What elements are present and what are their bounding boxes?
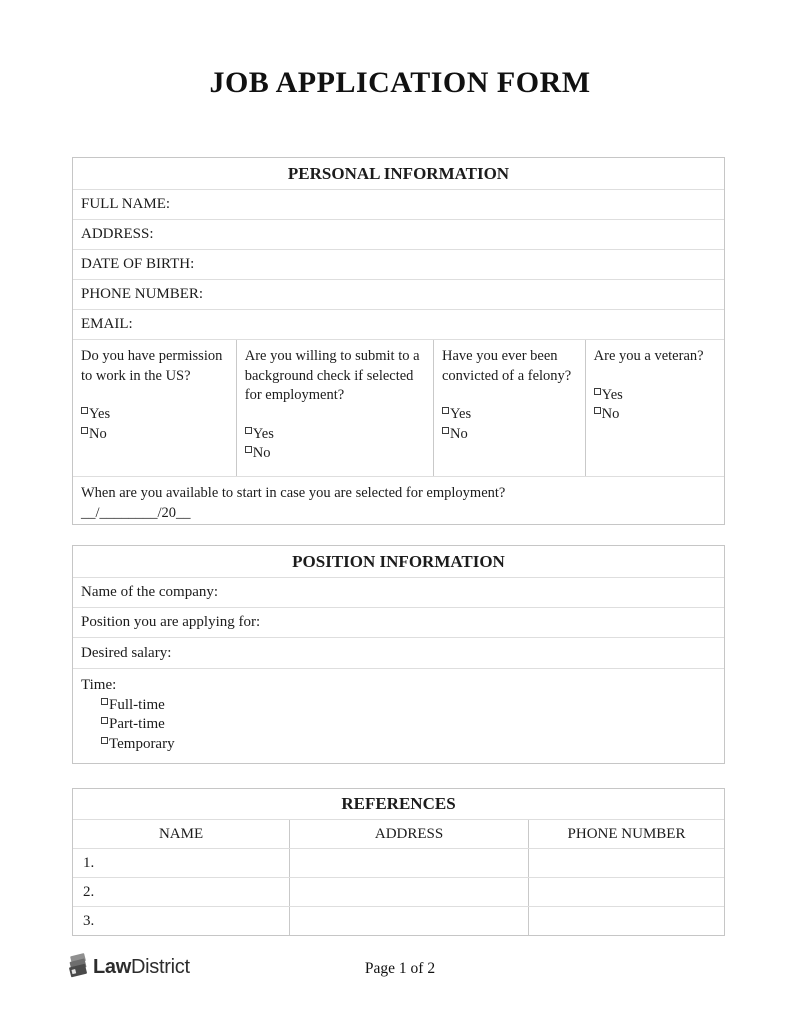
- checkbox-icon[interactable]: [245, 446, 252, 453]
- position-applying-field[interactable]: [73, 607, 724, 637]
- full-name-label: FULL NAME:: [81, 196, 171, 212]
- desired-salary-label: Desired salary:: [81, 644, 172, 661]
- option-label: No: [601, 406, 620, 422]
- checkbox-icon[interactable]: [594, 388, 601, 395]
- time-label: Time:: [81, 677, 117, 693]
- availability-row[interactable]: [73, 476, 724, 524]
- availability-question: When are you available to start in case you are selected for employment?: [81, 485, 506, 501]
- page-title: JOB APPLICATION FORM: [209, 66, 591, 99]
- position-information-section: [72, 545, 725, 764]
- personal-information-header: PERSONAL INFORMATION: [287, 163, 510, 183]
- veteran-question: Are you a veteran?: [593, 348, 704, 364]
- address-column-header: ADDRESS: [289, 820, 528, 848]
- temporary-option[interactable]: [101, 735, 716, 755]
- email-label: EMAIL:: [81, 316, 133, 332]
- references-section: [72, 788, 725, 936]
- option-label: No: [252, 445, 271, 461]
- date-of-birth-label: DATE OF BIRTH:: [81, 256, 195, 272]
- reference-3-phone-cell[interactable]: [528, 907, 724, 935]
- checkbox-icon[interactable]: [245, 427, 252, 434]
- checkbox-icon[interactable]: [101, 737, 108, 744]
- veteran-question-cell: [585, 340, 724, 476]
- reference-1-name-cell[interactable]: [73, 849, 289, 877]
- option-label: Full-time: [109, 696, 165, 713]
- checkbox-icon[interactable]: [101, 717, 108, 724]
- full-name-field[interactable]: [73, 189, 724, 219]
- background-check-question: Are you willing to submit to a background check if selected for employment?: [244, 348, 420, 403]
- reference-2-address-cell[interactable]: [289, 878, 528, 906]
- checkbox-icon[interactable]: [442, 427, 449, 434]
- option-label: Yes: [252, 425, 274, 442]
- option-label: Yes: [601, 386, 623, 403]
- personal-information-section: [72, 157, 725, 525]
- reference-2-phone-cell[interactable]: [528, 878, 724, 906]
- option-label: No: [89, 425, 107, 442]
- row-number: 1.: [83, 854, 95, 871]
- option-label: Temporary: [109, 735, 175, 752]
- reference-row-1: [73, 848, 724, 877]
- work-permission-question: Do you have permission to work in the US?: [81, 348, 223, 384]
- position-information-header: POSITION INFORMATION: [292, 551, 505, 571]
- desired-salary-field[interactable]: [73, 637, 724, 668]
- company-name-label: Name of the company:: [81, 584, 219, 600]
- veteran-no-option[interactable]: [594, 405, 716, 425]
- address-label: ADDRESS:: [81, 226, 154, 242]
- checkbox-icon[interactable]: [594, 407, 601, 414]
- felony-question: Have you ever been convicted of a felony?: [442, 348, 572, 384]
- option-label: No: [450, 425, 468, 442]
- phone-column-header: PHONE NUMBER: [528, 820, 724, 848]
- option-label: Yes: [89, 406, 111, 422]
- veteran-yes-option[interactable]: [594, 386, 716, 406]
- logo-law-text: Law: [93, 956, 131, 978]
- name-column-header: NAME: [158, 825, 204, 842]
- full-time-option[interactable]: [101, 696, 716, 716]
- option-label: Yes: [450, 406, 472, 422]
- work-permission-yes-option[interactable]: [81, 405, 228, 425]
- work-permission-no-option[interactable]: [81, 425, 228, 445]
- email-field[interactable]: [73, 309, 724, 339]
- phone-number-label: PHONE NUMBER:: [81, 286, 204, 302]
- felony-yes-option[interactable]: [442, 405, 577, 425]
- row-number: 2.: [83, 883, 95, 900]
- reference-1-phone-cell[interactable]: [528, 849, 724, 877]
- reference-3-name-cell[interactable]: [73, 907, 289, 935]
- date-of-birth-field[interactable]: [73, 249, 724, 279]
- reference-2-name-cell[interactable]: [73, 878, 289, 906]
- reference-row-3: [73, 906, 724, 935]
- position-applying-label: Position you are applying for:: [81, 614, 261, 630]
- company-name-field[interactable]: [73, 577, 724, 607]
- background-check-no-option[interactable]: [245, 444, 425, 464]
- background-check-question-cell: [236, 340, 433, 476]
- checkbox-icon[interactable]: [442, 407, 449, 414]
- reference-row-2: [73, 877, 724, 906]
- references-header: REFERENCES: [341, 794, 456, 813]
- row-number: 3.: [83, 912, 95, 929]
- work-permission-question-cell: [73, 340, 236, 476]
- felony-no-option[interactable]: [442, 425, 577, 445]
- references-column-headers: [73, 819, 724, 848]
- page-number: Page 1 of 2: [364, 960, 436, 977]
- logo-district-text: District: [131, 956, 190, 978]
- background-check-yes-option[interactable]: [245, 425, 425, 445]
- eligibility-questions-row: [73, 339, 724, 476]
- part-time-option[interactable]: [101, 715, 716, 735]
- felony-question-cell: [433, 340, 585, 476]
- checkbox-icon[interactable]: [81, 407, 88, 414]
- option-label: Part-time: [109, 716, 165, 732]
- phone-number-field[interactable]: [73, 279, 724, 309]
- time-row: [73, 668, 724, 763]
- checkbox-icon[interactable]: [81, 427, 88, 434]
- reference-3-address-cell[interactable]: [289, 907, 528, 935]
- checkbox-icon[interactable]: [101, 698, 108, 705]
- address-field[interactable]: [73, 219, 724, 249]
- availability-date-line[interactable]: __/________/20__: [81, 505, 191, 521]
- reference-1-address-cell[interactable]: [289, 849, 528, 877]
